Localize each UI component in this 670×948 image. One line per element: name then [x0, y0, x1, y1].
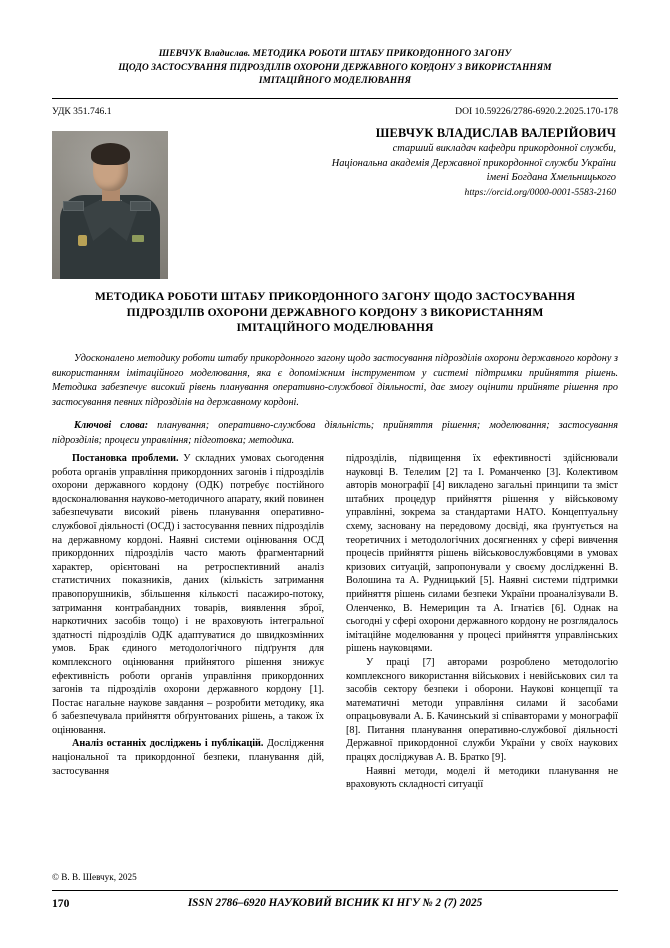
author-name: ШЕВЧУК ВЛАДИСЛАВ ВАЛЕРІЙОВИЧ	[375, 125, 616, 140]
udk-code: УДК 351.746.1	[52, 105, 112, 117]
author-portrait-image	[52, 131, 168, 279]
portrait-epaulette-left	[63, 201, 84, 211]
footer-divider	[52, 890, 618, 891]
header-divider	[52, 98, 618, 99]
abstract-section	[52, 352, 618, 458]
paragraph-right-2: У праці [7] авторами розроблено методологію комплексного використання військових і невійськових сил та засобів сектору безпеки і оборони. Наукові концепції та математичні методи управління силами й засобами опрацьовували А. Б. Качинський зі співавторами у монографії [8]. Питання планування оперативно-службової діяльності Державної прикордонної служби України у своїх наукових працях досліджував А. В. Братко [9].	[346, 656, 618, 764]
author-position: старший викладач кафедри прикордонної служби,	[392, 143, 616, 154]
journal-footer: ISSN 2786–6920 НАУКОВИЙ ВІСНИК КІ НГУ № 2 (7) 2025	[187, 897, 483, 909]
portrait-badge-right	[132, 235, 144, 242]
copyright-note: © В. В. Шевчук, 2025	[52, 872, 137, 882]
heading-literature-review: Аналіз останніх досліджень і публікацій.	[72, 738, 264, 750]
abstract-text: Удосконалено методику роботи штабу прикордонного загону щодо застосування підрозділів охорони державного кордону з використанням імітаційного моделювання, яка є допоміжним інструментом у системі підтримки прийняття рішень. Методика забезпечує високий рівень планування оперативно-службової діяльності, дає змогу оцінити прийняте рішення про застосування певних підрозділів на державному кордоні.	[52, 353, 618, 408]
portrait-badge-left	[78, 235, 87, 246]
article-title-line-3: ІМІТАЦІЙНОГО МОДЕЛЮВАННЯ	[236, 321, 434, 335]
article-title-line-1: МЕТОДИКА РОБОТИ ШТАБУ ПРИКОРДОННОГО ЗАГОНУ ЩОДО ЗАСТОСУВАННЯ	[94, 290, 576, 303]
body-column-left	[52, 452, 324, 792]
author-affiliation-1: Національна академія Державної прикордонної служби України	[331, 157, 616, 169]
paragraph-problem-statement	[52, 452, 324, 737]
running-head	[52, 48, 618, 89]
keywords-label: Ключові слова:	[74, 420, 149, 432]
author-orcid-link[interactable]: https://orcid.org/0000-0001-5583-2160	[464, 186, 616, 198]
running-head-line-3: ІМІТАЦІЙНОГО МОДЕЛЮВАННЯ	[258, 76, 412, 86]
keywords-line	[52, 419, 618, 448]
heading-problem-statement: Постановка проблеми.	[72, 453, 179, 464]
paragraph-problem-statement-text: У складних умовах сьогодення робота органів управління прикордонних загонів і підрозділів охорони державного кордону (ОДК) потребує постійного вдосконалювання науково-методичного апарату, який повинен забезпечувати високий рівень планування оперативно-службової діяльності (ОСД) і застосування певних підрозділів на державному кордоні. Наявні системи оцінювання ОСД прикордонних підрозділів часто мають фрагментарний характер, орієнтовані на ретроспективний аналіз статистичних показників, даних (кількість затримання правопорушників, збільшення кількості пасажиро-потоку, затримання контрабандних товарів, виявлення зброї, наркотичних засобів тощо) і не враховують інтегральної здатності підрозділів ОДК адаптуватися до швидкозмінних умов. Брак єдиного методологічного підґрунтя для комплексного оцінювання прийнятого рішення знижує ефективність роботи органів управління прикордонних загонів та підрозділів охорони державного кордону [1]. Постає нагальне наукове завдання – розробити методику, яка б забезпечувала прийняття обґрунтованих рішень, а також їх оцінювання.	[52, 453, 324, 736]
doi-code[interactable]: DOI 10.59226/2786-6920.2.2025.170-178	[455, 105, 618, 117]
author-portrait	[52, 131, 168, 279]
paragraph-right-1: підрозділів, підвищення їх ефективності здійснювали науковці В. Телелим [2] та І. Романченко [3]. Колективом авторів монографії [4] викладено загальні принципи та зміст штабних процедур прийняття рішення у військовому управлінні, зокрема за стандартами НАТО. Концептуальну схему, засновану на передовому досвіді, яка ґрунтується на теоретичних і методологічних досягненнях у сфері вивчення процесів прийняття рішень військовослужбовцями в умовах кризових ситуацій, запропонували у своєму дослідженні В. Волошина та А. Рудницький [5]. Наявні системи підтримки прийняття рішень силами безпеки України проаналізували В. Оленченко, В. Немерицин та А. Ігнатієв [6]. Однак на сьогодні у сфері охорони державного кордону не розглядалось імітаційне моделювання у процесі прийняття управлінських рішень науковцями.	[346, 453, 618, 655]
paragraph-literature-review-text: Дослідження національної та прикордонної безпеки, планування дій, застосування	[52, 738, 324, 777]
article-title	[52, 289, 618, 336]
page-number: 170	[52, 897, 70, 910]
paragraph-literature-review	[52, 737, 324, 778]
paragraph-right-3: Наявні методи, моделі й методики планування не враховують складності ситуації	[346, 765, 618, 791]
keywords-list: планування; оперативно-службова діяльність; прийняття рішення; моделювання; застосування підрозділів; процеси управління; підготовка; методика.	[52, 420, 619, 446]
portrait-epaulette-right	[130, 201, 151, 211]
meta-row	[52, 105, 618, 118]
running-head-line-1: ШЕВЧУК Владислав. МЕТОДИКА РОБОТИ ШТАБУ ПРИКОРДОННОГО ЗАГОНУ	[158, 49, 512, 59]
body-column-right	[346, 452, 618, 792]
body-columns	[52, 452, 618, 792]
author-affiliation-2: імені Богдана Хмельницького	[486, 172, 616, 183]
running-head-line-2: ЩОДО ЗАСТОСУВАННЯ ПІДРОЗДІЛІВ ОХОРОНИ ДЕРЖАВНОГО КОРДОНУ З ВИКОРИСТАННЯМ	[118, 62, 552, 73]
portrait-hair	[91, 143, 130, 165]
article-title-line-2: ПІДРОЗДІЛІВ ОХОРОНИ ДЕРЖАВНОГО КОРДОНУ З ВИКОРИСТАННЯМ	[126, 305, 544, 319]
